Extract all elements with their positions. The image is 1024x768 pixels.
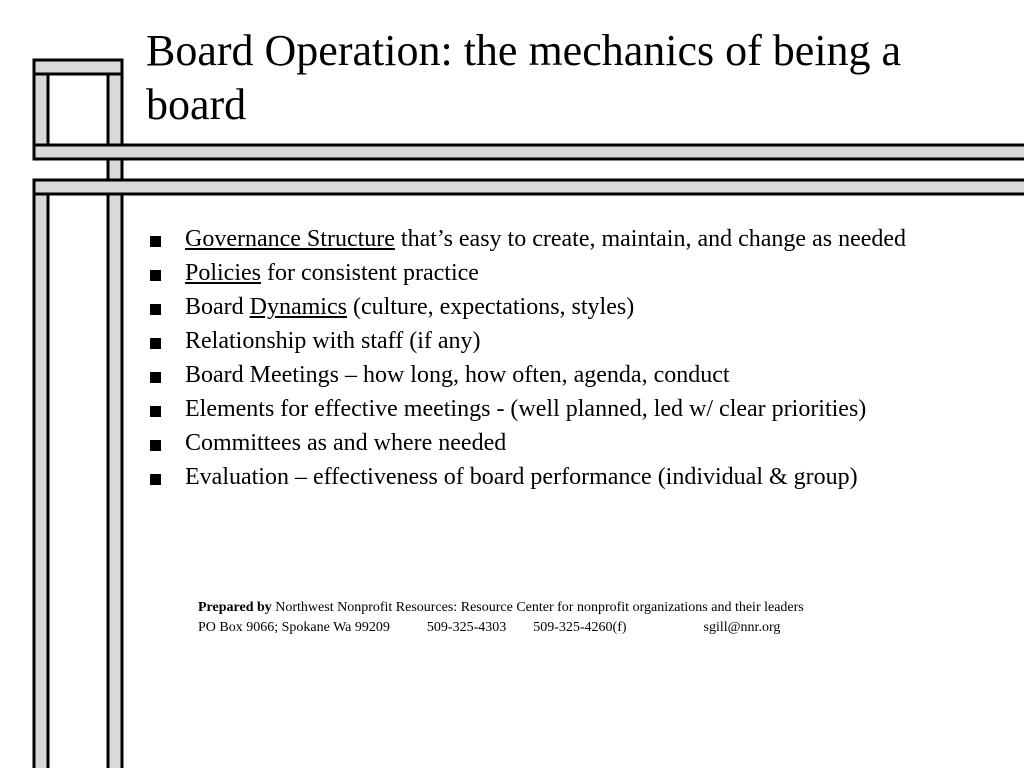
frame-content-rule [34, 180, 1024, 194]
footer-line-2 [198, 618, 998, 638]
list-item [146, 294, 1006, 320]
slide-title: Board Operation: the mechanics of being a board [146, 26, 902, 129]
frame-inner-vertical-bar [108, 60, 122, 768]
list-item [146, 430, 1006, 456]
bullet-underlined-term: Dynamics [249, 294, 347, 320]
bullet-text: Relationship with staff (if any) [185, 328, 481, 354]
list-item [146, 328, 1006, 354]
frame-top-bar [34, 60, 122, 74]
square-bullet-icon [150, 474, 161, 485]
bullet-text: for consistent practice [261, 260, 479, 286]
list-item [146, 396, 1006, 422]
list-item [146, 226, 1006, 252]
frame-left-bottom-bar [34, 182, 48, 768]
address-text: PO Box 9066; Spokane Wa 99209 [198, 620, 390, 635]
footer-line-1 [198, 598, 998, 618]
list-item [146, 464, 1006, 490]
bullet-text: Evaluation – effectiveness of board performance (individual & group) [185, 464, 858, 490]
prepared-by-label: Prepared by [198, 600, 272, 615]
bullet-text: (culture, expectations, styles) [346, 294, 635, 320]
organization-text: Northwest Nonprofit Resources: Resource Center for nonprofit organizations and their leaders [271, 600, 804, 615]
square-bullet-icon [150, 338, 161, 349]
square-bullet-icon [150, 440, 161, 451]
bullet-text: that’s easy to create, maintain, and change as needed [394, 226, 907, 252]
square-bullet-icon [150, 304, 161, 315]
bullet-list [146, 226, 1006, 498]
list-item [146, 362, 1006, 388]
list-item [146, 260, 1006, 286]
square-bullet-icon [150, 406, 161, 417]
bullet-text: Committees as and where needed [185, 430, 507, 456]
frame-title-rule [34, 145, 1024, 159]
bullet-underlined-term: Policies [185, 260, 261, 286]
bullet-underlined-term: Governance Structure [185, 226, 395, 252]
bullet-text: Board Meetings – how long, how often, agenda, conduct [185, 362, 730, 388]
email-text: sgill@nnr.org [703, 620, 781, 635]
square-bullet-icon [150, 236, 161, 247]
bullet-text: Board [185, 294, 250, 320]
phone-text: 509-325-4303 [426, 620, 507, 635]
fax-text: 509-325-4260(f) [533, 620, 627, 635]
square-bullet-icon [150, 372, 161, 383]
footer-credits [198, 598, 998, 638]
square-bullet-icon [150, 270, 161, 281]
bullet-text: Elements for effective meetings - (well planned, led w/ clear priorities) [185, 396, 867, 422]
